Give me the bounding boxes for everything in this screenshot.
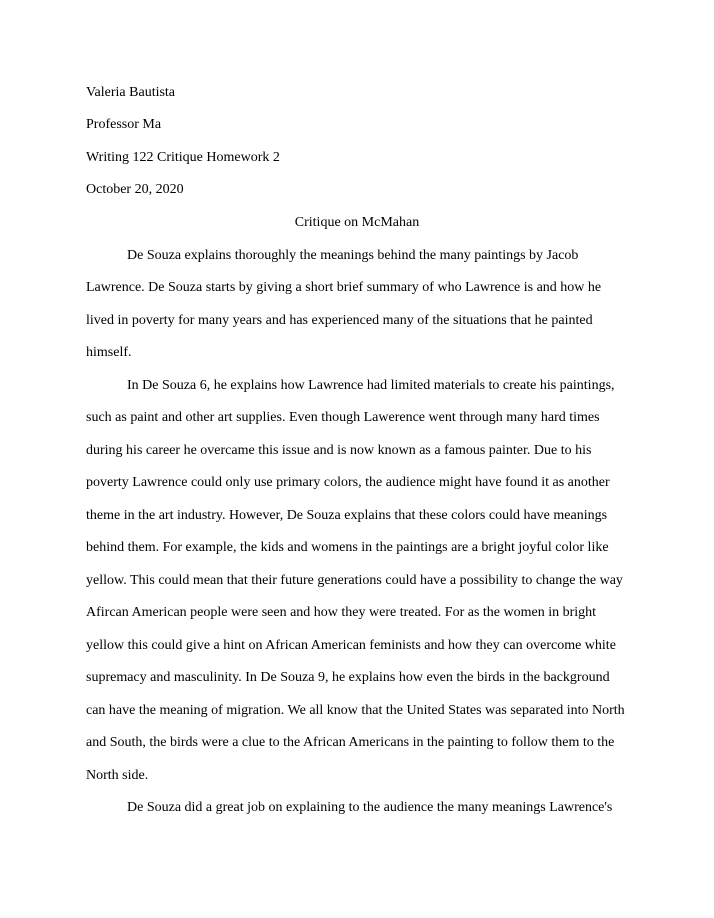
paragraph-2-line-8: Afircan American people were seen and how they were treated. For as the women in bright [86,605,597,620]
paragraph-2-line-13: North side. [86,768,149,783]
paragraph-1-line-2: Lawrence. De Souza starts by giving a short brief summary of who Lawrence is and how he [86,280,602,295]
paragraph-3-line-1: De Souza did a great job on explaining to the audience the many meanings Lawrence's [127,800,613,815]
paragraph-2-line-12: and South, the birds were a clue to the African Americans in the painting to follow them to the [86,735,615,750]
professor-name: Professor Ma [86,117,162,132]
paragraph-2-line-1: In De Souza 6, he explains how Lawrence had limited materials to create his paintings, [127,378,615,393]
paragraph-2-line-6: behind them. For example, the kids and womens in the paintings are a bright joyful color like [86,540,609,555]
student-name: Valeria Bautista [86,85,176,100]
paragraph-2-line-11: can have the meaning of migration. We all know that the United States was separated into North [86,703,625,718]
paragraph-2-line-9: yellow this could give a hint on African American feminists and how they can overcome white [86,638,616,653]
paragraph-2-line-3: during his career he overcame this issue and is now known as a famous painter. Due to his [86,443,592,458]
course-title: Writing 122 Critique Homework 2 [86,150,280,165]
date-line: October 20, 2020 [86,182,184,197]
paragraph-2-line-5: theme in the art industry. However, De Souza explains that these colors could have meanings [86,508,608,523]
paragraph-1-line-3: lived in poverty for many years and has experienced many of the situations that he painted [86,313,593,328]
paragraph-1-line-1: De Souza explains thoroughly the meanings behind the many paintings by Jacob [127,248,579,263]
paragraph-1-line-4: himself. [86,345,132,360]
paragraph-2-line-10: supremacy and masculinity. In De Souza 9, he explains how even the birds in the background [86,670,610,685]
paragraph-2-line-7: yellow. This could mean that their future generations could have a possibility to change the way [86,573,623,588]
document-title: Critique on McMahan [294,215,420,230]
paragraph-2-line-2: such as paint and other art supplies. Even though Lawerence went through many hard times [86,410,600,425]
paragraph-2-line-4: poverty Lawrence could only use primary colors, the audience might have found it as another [86,475,610,490]
